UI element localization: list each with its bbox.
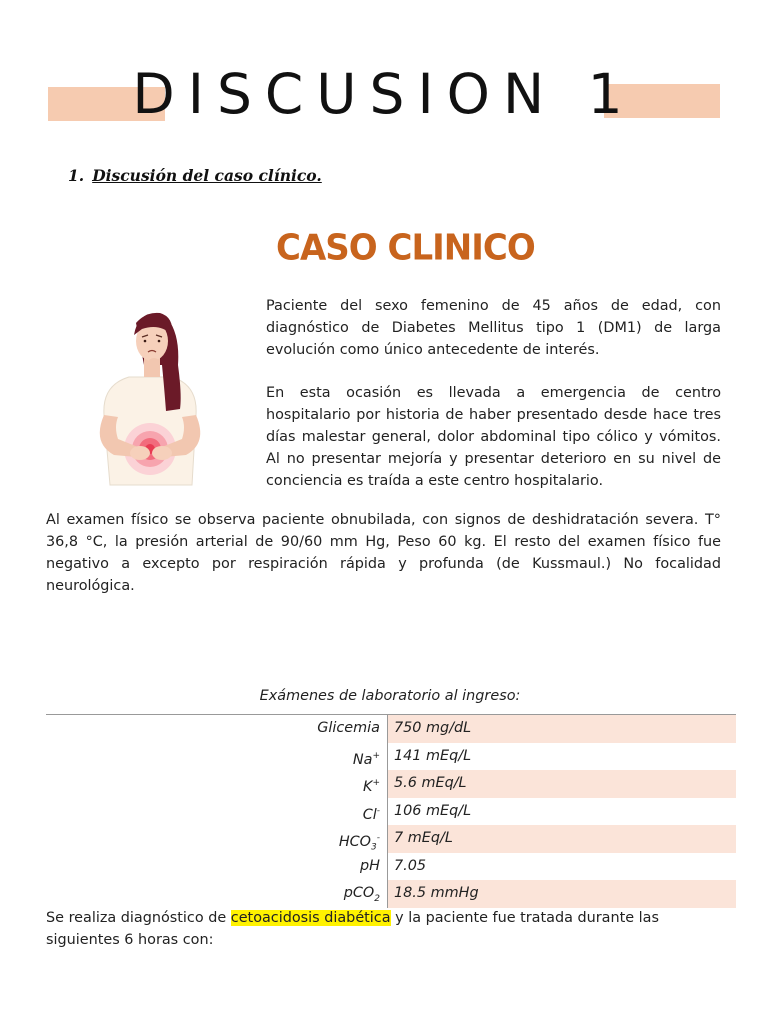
lab-row	[46, 770, 736, 798]
lab-row	[46, 880, 736, 908]
lab-parameter-superscript: -	[376, 833, 380, 843]
lab-value: 750 mg/dL	[388, 715, 736, 743]
lab-row	[46, 798, 736, 826]
section-heading-text: Discusión del caso clínico.	[92, 166, 322, 185]
lab-value: 141 mEq/L	[394, 747, 472, 764]
lab-table	[46, 714, 736, 908]
lab-row	[46, 715, 736, 743]
lab-parameter-name	[46, 798, 388, 826]
lab-value: 106 mEq/L	[394, 802, 472, 819]
diagnosis-text-before: Se realiza diagnóstico de	[46, 910, 231, 926]
lab-parameter-subscript: 2	[374, 893, 380, 904]
lab-parameter-superscript: +	[372, 750, 380, 761]
lab-caption: Exámenes de laboratorio al ingreso:	[259, 688, 521, 704]
case-title: CASO CLINICO	[276, 227, 535, 269]
lab-parameter-label: Cl	[362, 806, 377, 823]
lab-parameter-superscript: +	[372, 778, 380, 788]
lab-parameter-subscript: 3	[371, 842, 377, 853]
lab-parameter-name	[46, 853, 388, 881]
diagnosis-highlight: cetoacidosis diabética	[230, 910, 391, 926]
lab-parameter-name	[46, 743, 388, 771]
lab-parameter-name	[46, 880, 388, 908]
lab-parameter-superscript: -	[376, 805, 380, 816]
section-number: 1.	[68, 166, 85, 185]
lab-parameter-label: K	[363, 778, 373, 795]
lab-parameter-label: Na	[352, 751, 373, 768]
lab-value: 7 mEq/L	[388, 825, 736, 853]
lab-parameter-label: HCO	[338, 833, 372, 850]
physical-exam-paragraph: Al examen físico se observa paciente obnubilada, con signos de deshidratación severa. T° 36,8 °C, la presión arterial de 90/60 mm Hg, Peso 60 kg. El resto del examen físico fue negativo a excepto por respiración rápida y profunda (de Kussmaul.) No focalidad neurológica.	[46, 512, 721, 594]
lab-parameter-name	[46, 715, 388, 743]
diagnosis-text-after: y la paciente fue tratada durante las siguientes 6 horas con:	[46, 910, 659, 948]
lab-parameter-label: Glicemia	[317, 720, 380, 736]
lab-parameter-label: pCO	[343, 885, 375, 901]
section-heading	[68, 166, 322, 185]
abdominal-pain-illustration	[84, 305, 216, 487]
case-paragraph-2: En esta ocasión es llevada a emergencia de centro hospitalario por historia de haber presentado desde hace tres días malestar general, dolor abdominal tipo cólico y vómitos. Al no presentar mejoría y presentar deterioro en su nivel de conciencia es traída a este centro hospitalario.	[266, 385, 721, 489]
lab-value: 5.6 mEq/L	[388, 770, 736, 798]
diagnosis-paragraph	[46, 907, 726, 951]
lab-value: 18.5 mmHg	[388, 880, 736, 908]
lab-row	[46, 853, 736, 881]
lab-parameter-name	[46, 825, 388, 853]
lab-value: 7.05	[394, 857, 427, 874]
lab-row	[46, 743, 736, 771]
page-title: DISCUSION 1	[132, 62, 636, 126]
lab-row	[46, 825, 736, 853]
case-paragraph-1: Paciente del sexo femenino de 45 años de edad, con diagnóstico de Diabetes Mellitus tipo 1 (DM1) de larga evolución como único antecedente de interés.	[266, 298, 721, 358]
lab-parameter-label: pH	[360, 857, 380, 874]
lab-parameter-name	[46, 770, 388, 798]
